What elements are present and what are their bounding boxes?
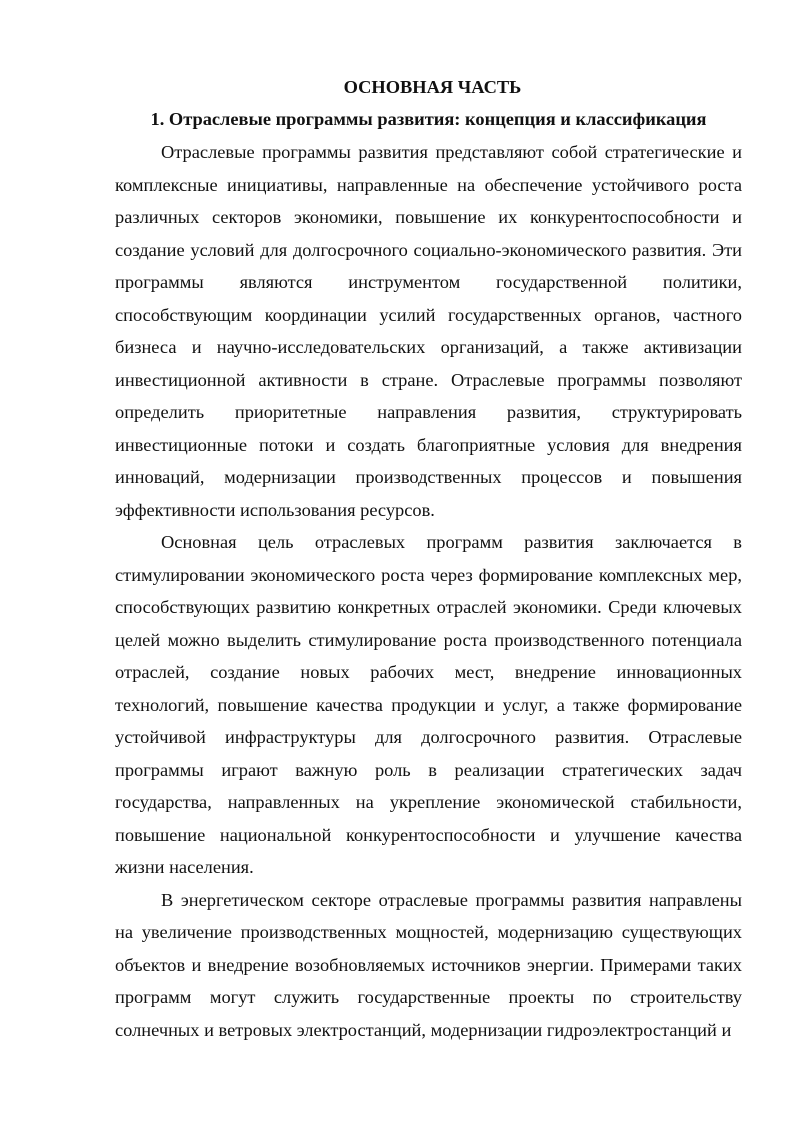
paragraph-1: Отраслевые программы развития представляют собой стратегические и комплексные инициативы, направленные на обеспечение устойчивого роста различных секторов экономики, повышение их конкурентоспособности и создание условий для долгосрочного социально-экономического развития. Эти программы являются инструментом государственной политики, способствующим координации усилий государственных органов, частного бизнеса и научно-исследовательских организаций, а также активизации инвестиционной активности в стране. Отраслевые программы позволяют определить приоритетные направления развития, структурировать инвестиционные потоки и создать благоприятные условия для внедрения инноваций, модернизации производственных процессов и повышения эффективности использования ресурсов. xyxy=(115,142,742,520)
paragraph-2: Основная цель отраслевых программ развития заключается в стимулировании экономического роста через формирование комплексных мер, способствующих развитию конкретных отраслей экономики. Среди ключевых целей можно выделить стимулирование роста производственного потенциала отраслей, создание новых рабочих мест, внедрение инновационных технологий, повышение качества продукции и услуг, а также формирование устойчивой инфраструктуры для долгосрочного развития. Отраслевые программы играют важную роль в реализации стратегических задач государства, направленных на укрепление экономической стабильности, повышение национальной конкурентоспособности и улучшение качества жизни населения. xyxy=(115,532,742,877)
document-body xyxy=(115,76,742,1046)
section-title: 1. Отраслевые программы развития: концепция и классификация xyxy=(150,109,707,129)
page-heading: ОСНОВНАЯ ЧАСТЬ xyxy=(343,77,522,97)
paragraph-3: В энергетическом секторе отраслевые программы развития направлены на увеличение производственных мощностей, модернизацию существующих объектов и внедрение возобновляемых источников энергии. Примерами таких программ могут служить государственные проекты по строительству солнечных и ветровых электростанций, модернизации гидроэлектростанций и xyxy=(115,889,742,1040)
